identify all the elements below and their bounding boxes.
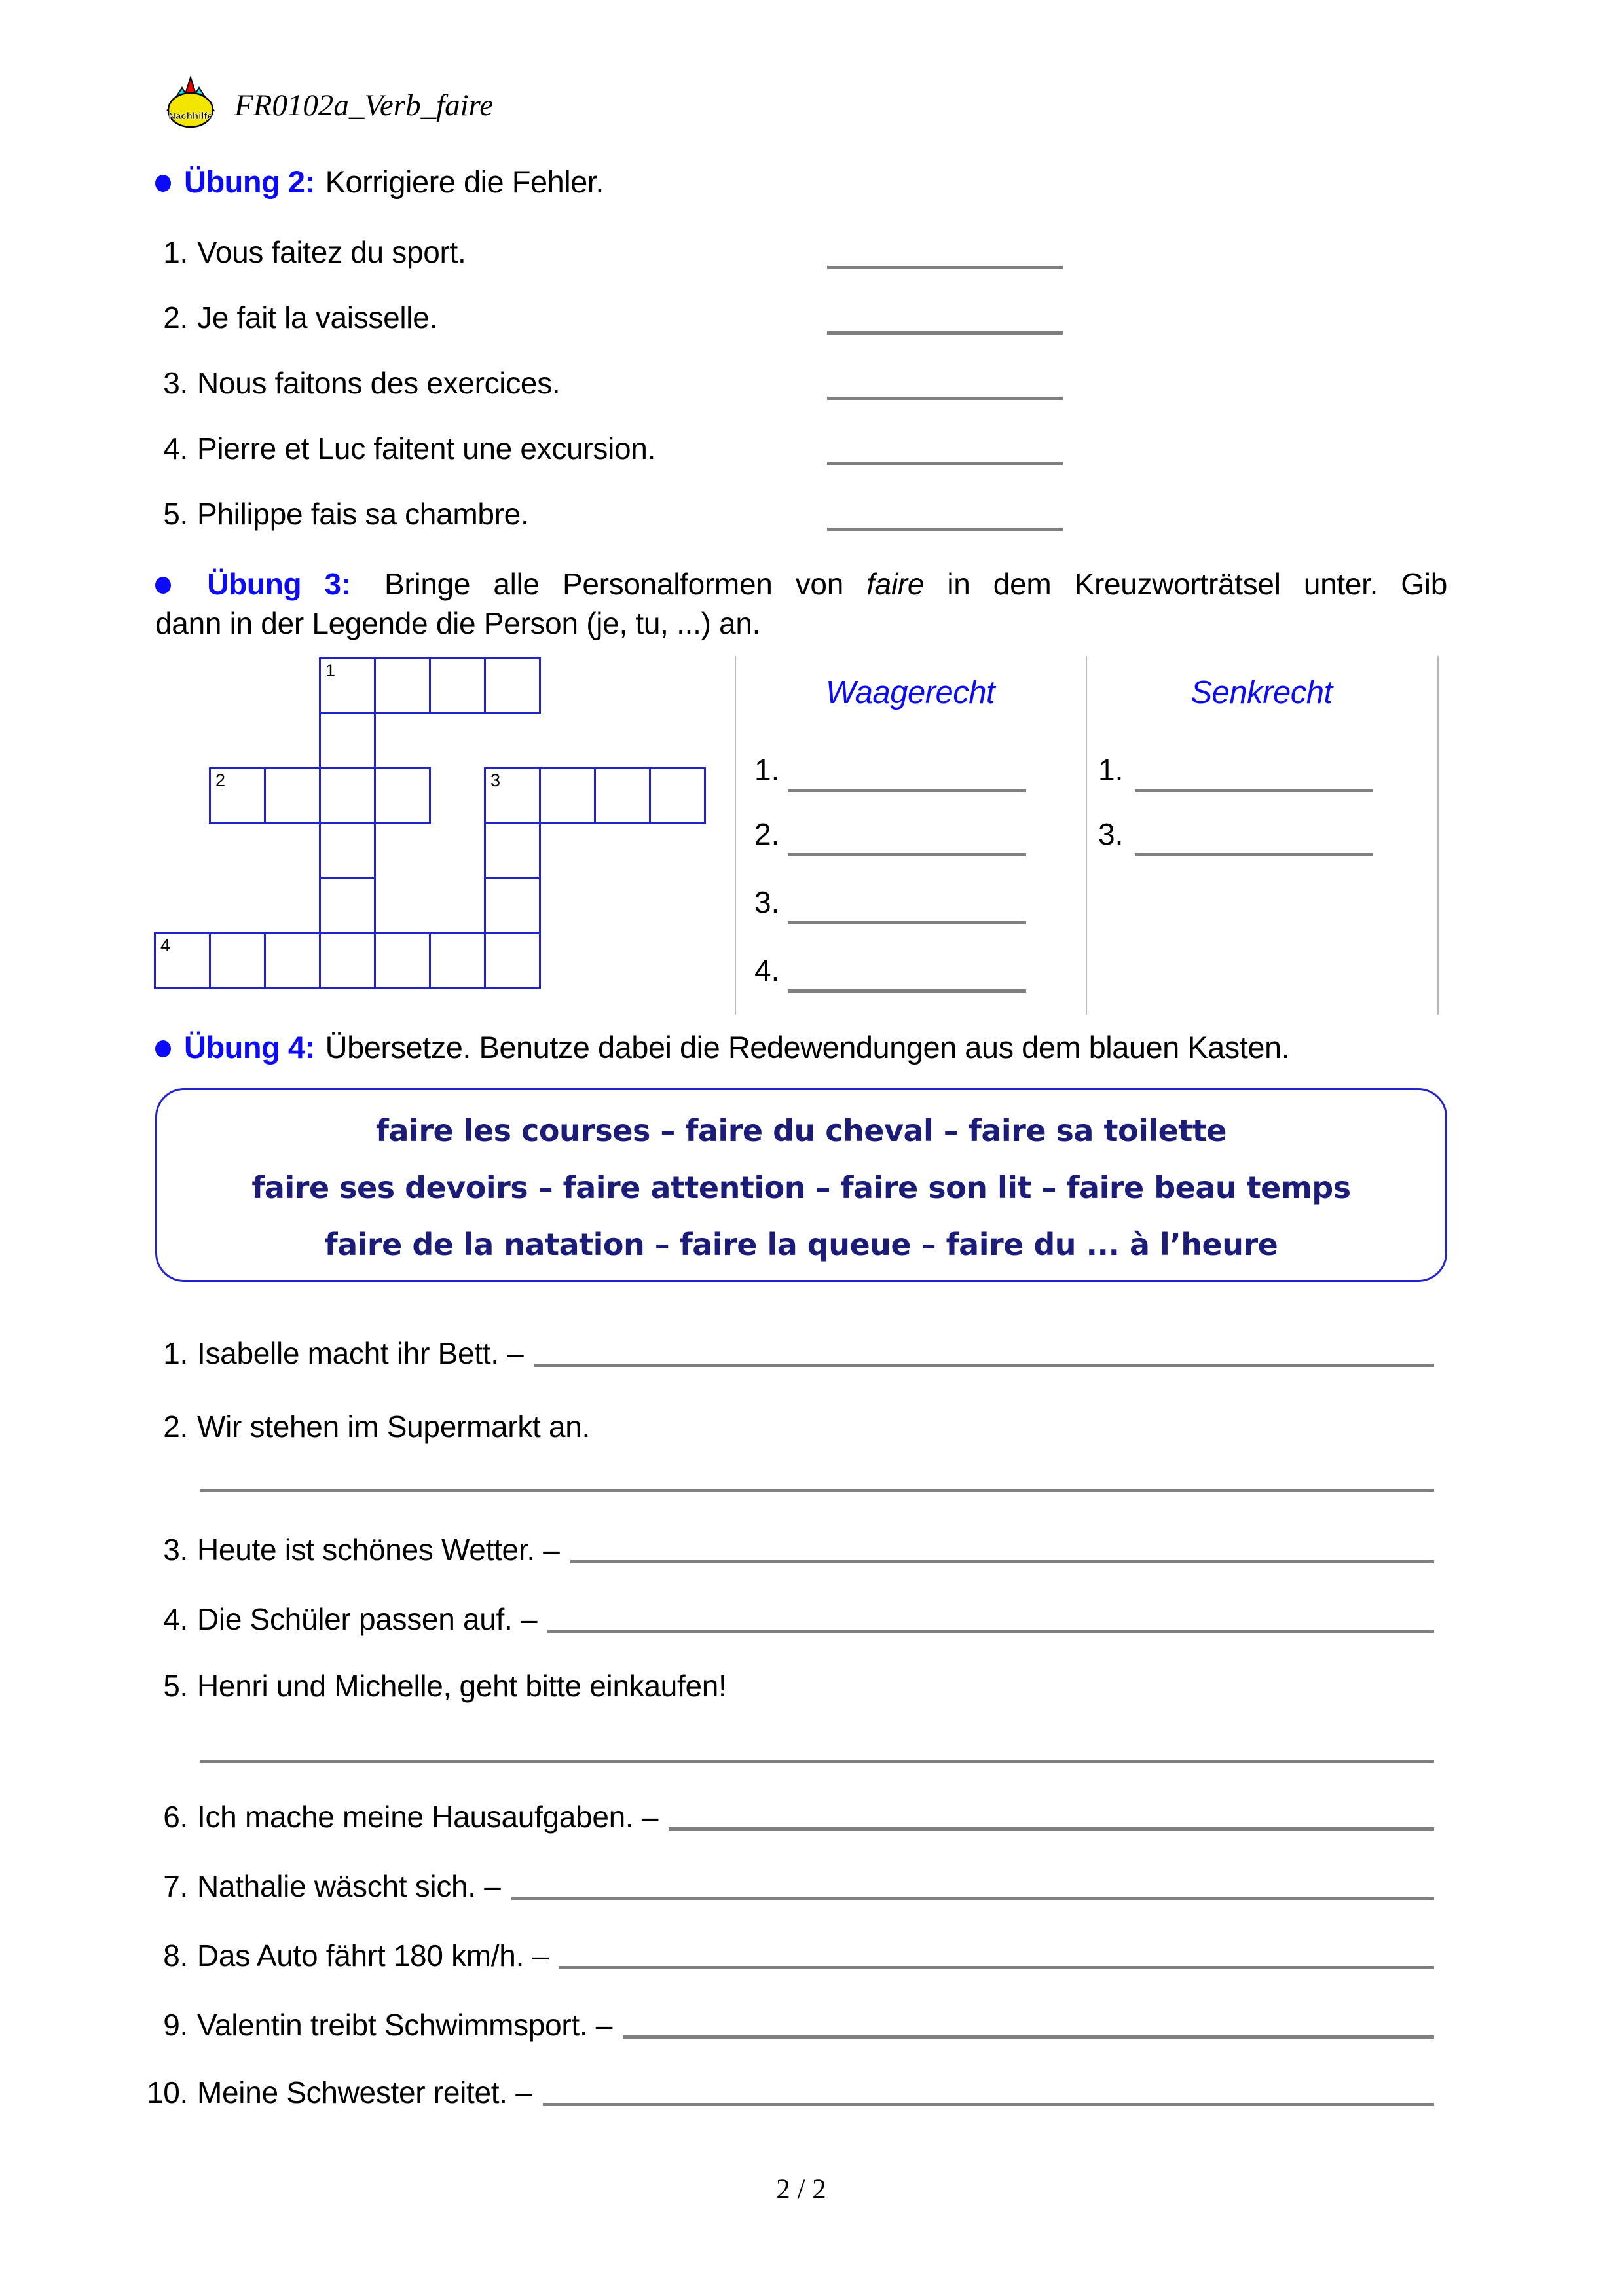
answer-blank-line[interactable]: [200, 1760, 1434, 1763]
exercise3-instruction-b: in dem Kreuzworträtsel unter. Gib: [947, 567, 1447, 601]
answer-blank-line[interactable]: [511, 1897, 1434, 1900]
item-text: Vous faitez du sport.: [197, 235, 466, 269]
exercise4-item: [142, 1938, 1434, 1973]
answer-blank-line[interactable]: [623, 2035, 1434, 2039]
exercise3-instruction-line2: dann in der Legende die Person (je, tu, ...) an.: [155, 606, 761, 640]
crossword-cell[interactable]: [594, 767, 651, 824]
answer-blank-line[interactable]: [827, 462, 1063, 465]
crossword-cell[interactable]: [319, 822, 376, 879]
item-number: 5.: [163, 497, 188, 531]
exercise2-item: [142, 431, 862, 466]
answer-blank-line[interactable]: [570, 1560, 1434, 1563]
crossword-cell[interactable]: [319, 932, 376, 989]
item-number: 2.: [163, 1410, 188, 1444]
exercise4-title: Übung 4:: [184, 1030, 315, 1065]
item-text: Meine Schwester reitet. –: [197, 2075, 532, 2109]
legend-divider: [1437, 656, 1439, 1015]
answer-blank-line[interactable]: [1135, 853, 1373, 856]
nachhilfe-logo-icon: [166, 76, 215, 132]
item-number: 2.: [163, 301, 188, 335]
exercise4-item: [142, 2007, 1434, 2043]
crossword-cell[interactable]: [319, 877, 376, 934]
crossword-clue-number: 2: [215, 771, 226, 790]
item-text: Philippe fais sa chambre.: [197, 497, 529, 531]
answer-blank-line[interactable]: [827, 266, 1063, 269]
crossword-clue-number: 3: [490, 771, 501, 790]
exercise4-instruction: Übersetze. Benutze dabei die Redewendungen aus dem blauen Kasten.: [325, 1030, 1290, 1065]
crossword-cell[interactable]: [374, 932, 431, 989]
crossword-cell[interactable]: [264, 932, 321, 989]
crossword-cell[interactable]: [319, 712, 376, 769]
item-text: Wir stehen im Supermarkt an.: [197, 1410, 591, 1444]
item-number: 5.: [163, 1669, 188, 1703]
crossword-cell[interactable]: [319, 767, 376, 824]
answer-blank-line[interactable]: [788, 921, 1026, 924]
item-number: 1.: [163, 235, 188, 269]
exercise2-title: Übung 2:: [184, 164, 315, 199]
crossword-cell[interactable]: [209, 932, 266, 989]
answer-blank-line[interactable]: [788, 989, 1026, 993]
item-text: Ich mache meine Hausaufgaben. –: [197, 1800, 659, 1834]
crossword-cell[interactable]: [539, 767, 596, 824]
exercise4-item: [142, 1336, 1434, 1371]
exercise2-item: [142, 496, 862, 532]
answer-blank-line[interactable]: [547, 1630, 1434, 1633]
crossword-cell[interactable]: [484, 877, 541, 934]
item-number: 3.: [163, 366, 188, 400]
bullet-icon: [155, 175, 171, 192]
across-label: Waagerecht: [825, 675, 995, 710]
exercise4-item: [142, 1409, 1434, 1444]
bullet-icon: [155, 577, 171, 594]
item-text: Nous faitons des exercices.: [197, 366, 561, 400]
logo-text: Nachhilfe: [168, 111, 213, 122]
answer-blank-line[interactable]: [827, 528, 1063, 531]
item-number: 10.: [146, 2075, 188, 2109]
crossword-cell[interactable]: [649, 767, 706, 824]
idiom-box-line: faire ses devoirs – faire attention – faire son lit – faire beau temps: [251, 1170, 1351, 1205]
across-item-number: 2.: [754, 817, 780, 851]
item-text: Isabelle macht ihr Bett. –: [197, 1336, 524, 1370]
crossword-cell[interactable]: [429, 657, 486, 714]
exercise2-item: [142, 234, 862, 270]
item-text: Valentin treibt Schwimmsport. –: [197, 2008, 613, 2042]
crossword-cell[interactable]: [484, 932, 541, 989]
idiom-box-line: faire les courses – faire du cheval – faire sa toilette: [376, 1113, 1227, 1148]
down-item-number: 3.: [1098, 817, 1124, 851]
item-text: Heute ist schönes Wetter. –: [197, 1533, 560, 1567]
crossword-cell[interactable]: [484, 657, 541, 714]
exercise2-item: [142, 300, 862, 335]
item-text: Pierre et Luc faitent une excursion.: [197, 431, 656, 465]
document-title: FR0102a_Verb_faire: [234, 88, 494, 122]
crossword-cell[interactable]: [374, 657, 431, 714]
exercise3-title: Übung 3:: [207, 567, 351, 601]
exercise3-verb-faire: faire: [866, 567, 925, 601]
exercise4-item: [142, 1868, 1434, 1904]
exercise4-item: [142, 2075, 1434, 2110]
exercise2-item: [142, 365, 862, 401]
crossword-clue-number: 1: [325, 661, 336, 680]
exercise3-instruction-a: Bringe alle Personalformen von: [384, 567, 843, 601]
answer-blank-line[interactable]: [559, 1966, 1434, 1969]
idiom-box-line: faire de la natation – faire la queue – faire du ... à l’heure: [324, 1227, 1278, 1262]
crossword-cell[interactable]: [484, 822, 541, 879]
answer-blank-line[interactable]: [534, 1364, 1434, 1367]
exercise2-instruction: Korrigiere die Fehler.: [325, 164, 604, 199]
down-item-number: 1.: [1098, 753, 1124, 787]
item-number: 9.: [163, 2008, 188, 2042]
answer-blank-line[interactable]: [827, 331, 1063, 335]
answer-blank-line[interactable]: [543, 2103, 1434, 2106]
answer-blank-line[interactable]: [788, 789, 1026, 792]
item-text: Je fait la vaisselle.: [197, 301, 437, 335]
across-item-number: 3.: [754, 885, 780, 919]
exercise4-heading: [155, 1029, 1289, 1065]
item-number: 6.: [163, 1800, 188, 1834]
item-number: 7.: [163, 1869, 188, 1903]
exercise4-item: [142, 1799, 1434, 1834]
crossword-cell[interactable]: [264, 767, 321, 824]
item-number: 1.: [163, 1336, 188, 1370]
page-number: 2 / 2: [776, 2174, 826, 2205]
crossword-cell[interactable]: [374, 767, 431, 824]
exercise4-item: [142, 1532, 1434, 1567]
item-number: 4.: [163, 1602, 188, 1636]
item-number: 8.: [163, 1939, 188, 1973]
answer-blank-line[interactable]: [788, 853, 1026, 856]
exercise4-item: [142, 1601, 1434, 1637]
item-text: Nathalie wäscht sich. –: [197, 1869, 501, 1903]
answer-blank-line[interactable]: [1135, 789, 1373, 792]
crossword-clue-number: 4: [160, 936, 171, 955]
across-item-number: 1.: [754, 753, 780, 787]
item-text: Henri und Michelle, geht bitte einkaufen!: [197, 1669, 727, 1703]
answer-blank-line[interactable]: [200, 1489, 1434, 1492]
exercise3-instruction-line1: [155, 564, 1447, 604]
item-text: Die Schüler passen auf. –: [197, 1602, 538, 1636]
across-item-number: 4.: [754, 953, 780, 987]
item-text: Das Auto fährt 180 km/h. –: [197, 1939, 549, 1973]
exercise3-heading: [155, 564, 1447, 643]
crossword-cell[interactable]: [429, 932, 486, 989]
exercise4-item: [142, 1668, 1434, 1704]
answer-blank-line[interactable]: [669, 1827, 1434, 1831]
exercise2-heading: [155, 164, 604, 200]
item-number: 3.: [163, 1533, 188, 1567]
down-label: Senkrecht: [1190, 675, 1333, 710]
answer-blank-line[interactable]: [827, 397, 1063, 400]
item-number: 4.: [163, 431, 188, 465]
bullet-icon: [155, 1040, 171, 1057]
